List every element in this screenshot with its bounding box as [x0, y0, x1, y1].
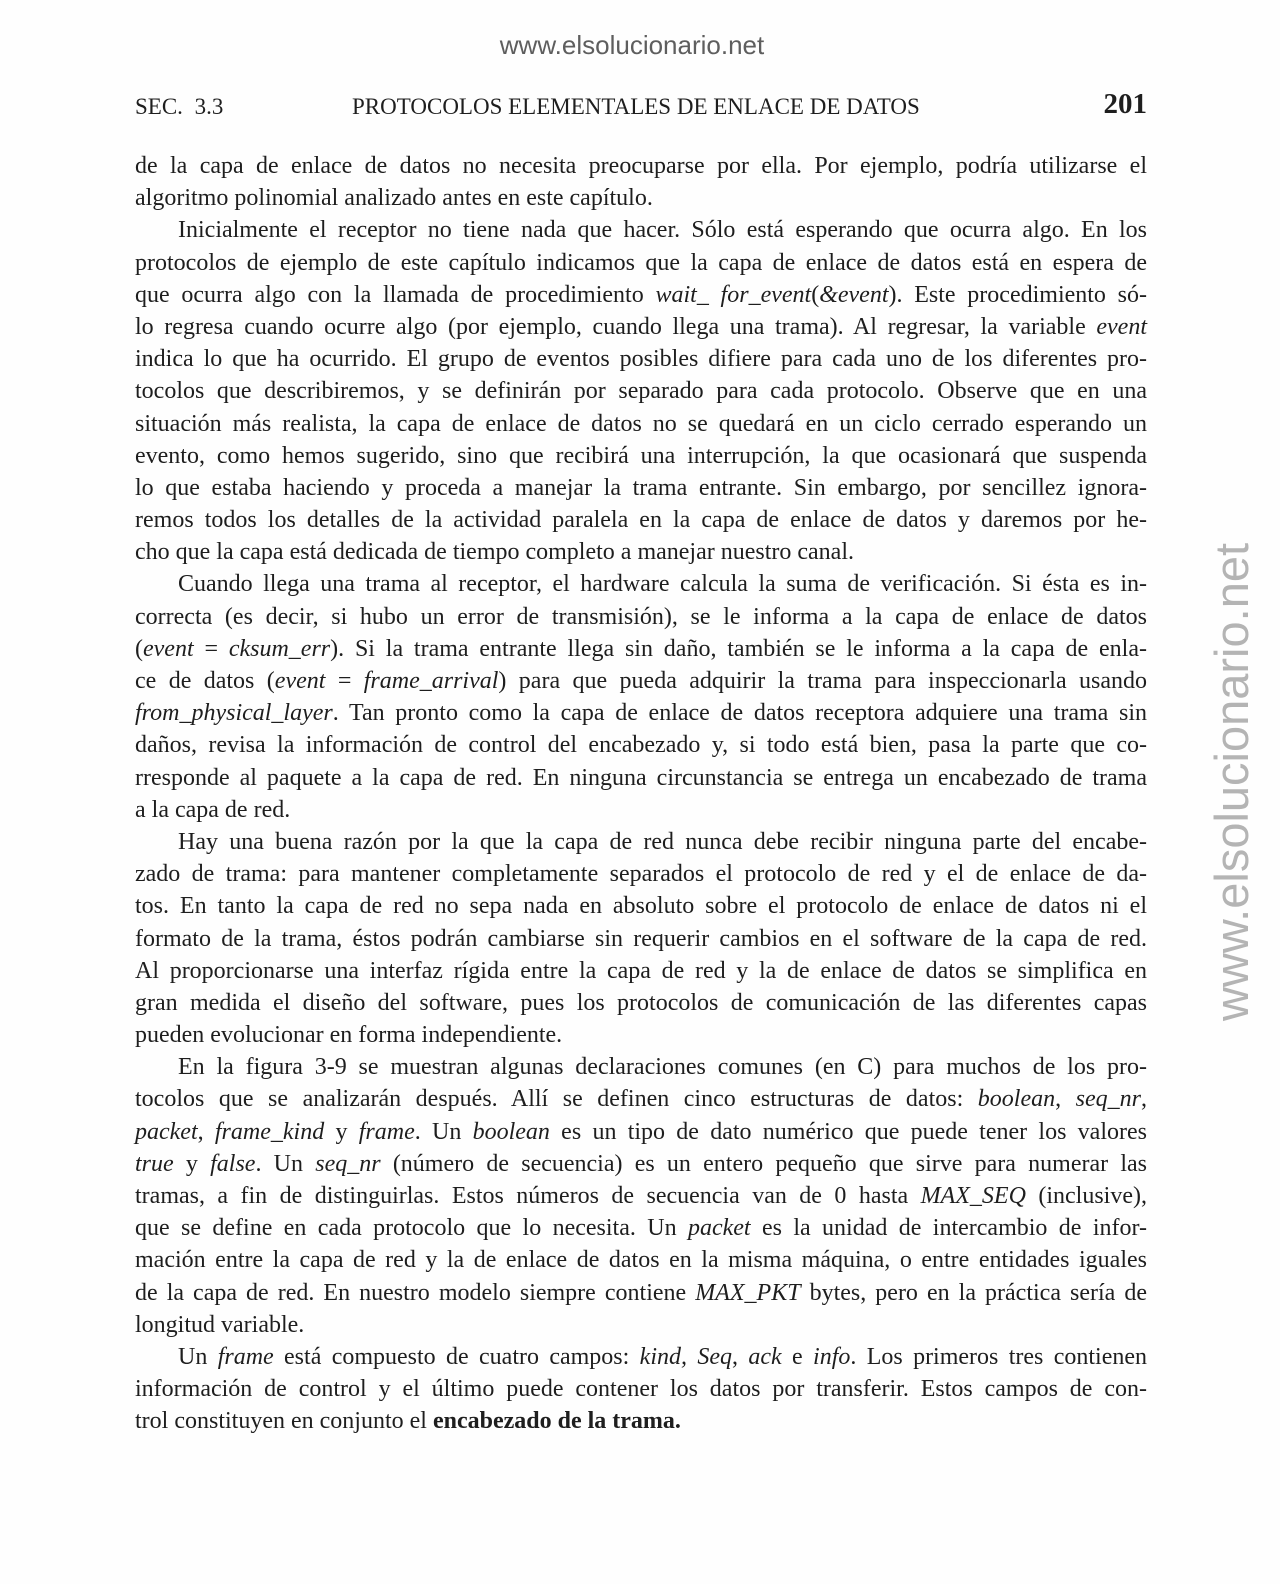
text-run: y: [324, 1118, 359, 1145]
text-line: [135, 1309, 1147, 1341]
text-run: lo regresa cuando ocurre algo (por ejemplo, cuando llega una trama). Al regresar, la variable: [135, 313, 1097, 340]
text-line: [135, 1373, 1147, 1405]
text-run: es un tipo de dato numérico que puede tener los valores: [549, 1118, 1147, 1145]
text-run: cho que la capa está dedicada de tiempo completo a manejar nuestro canal.: [135, 539, 855, 566]
text-run: gran medida el diseño del software, pues los protocolos de comunicación de las diferentes capas: [135, 989, 1147, 1016]
text-line: [135, 1244, 1147, 1276]
text-run: Inicialmente el receptor no tiene nada que hacer. Sólo está esperando que ocurra algo. En los: [178, 217, 1147, 244]
text-run: a la capa de red.: [135, 796, 291, 823]
italic-term: seq_nr: [315, 1150, 381, 1177]
text-run: indica lo que ha ocurrido. El grupo de eventos posibles difiere para cada uno de los diferentes pro-: [135, 346, 1147, 373]
italic-term: false: [210, 1150, 256, 1177]
italic-term: true: [135, 1150, 174, 1177]
text-run: rresponde al paquete a la capa de red. En ninguna circunstancia se entrega un encabezado de trama: [135, 764, 1147, 791]
text-line: [135, 150, 1147, 182]
text-line: [135, 214, 1147, 246]
text-run: tos. En tanto la capa de red no sepa nada en absoluto sobre el protocolo de enlace de datos ni el: [135, 893, 1147, 920]
text-line: [135, 1019, 1147, 1051]
page-number: 201: [1103, 88, 1147, 120]
paragraph: [135, 1341, 1147, 1438]
text-line: [135, 343, 1147, 375]
text-line: [135, 279, 1147, 311]
text-run: =: [325, 668, 364, 694]
text-line: [135, 729, 1147, 761]
text-run: En la figura 3-9 se muestran algunas declaraciones comunes (en C) para muchos de los pro-: [178, 1054, 1147, 1081]
text-run: . Un: [255, 1150, 316, 1177]
text-run: ,: [732, 1343, 749, 1370]
text-run: está compuesto de cuatro campos:: [273, 1343, 640, 1370]
text-line: [135, 504, 1147, 536]
text-run: (número de secuencia) es un entero pequeño que sirve para numerar las: [380, 1150, 1147, 1177]
text-line: [135, 1405, 1147, 1437]
text-run: Hay una buena razón por la que la capa de red nunca debe recibir ninguna parte del encabe-: [178, 828, 1147, 855]
text-line: [135, 858, 1147, 890]
text-line: [135, 1277, 1147, 1309]
text-line: [135, 1341, 1147, 1373]
italic-term: packet: [135, 1118, 198, 1145]
text-line: [135, 1051, 1147, 1083]
text-run: es la unidad de intercambio de infor-: [750, 1215, 1147, 1242]
text-run: tramas, a fin de distinguirlas. Estos números de secuencia van de 0 hasta: [135, 1183, 921, 1209]
paragraph: [135, 214, 1147, 568]
text-line: [135, 375, 1147, 407]
text-run: trol constituyen en conjunto el: [135, 1408, 433, 1435]
watermark-url-top: www.elsolucionario.net: [499, 30, 765, 60]
text-run: ce de datos (: [135, 668, 275, 694]
text-run: y: [173, 1150, 211, 1177]
italic-term: &event: [819, 281, 889, 308]
text-run: información de control y el último puede contener los datos por transferir. Estos campos de con-: [135, 1376, 1147, 1403]
italic-term: event: [1096, 313, 1147, 340]
text-line: [135, 890, 1147, 922]
text-run: protocolos de ejemplo de este capítulo indicamos que la capa de enlace de datos está en espera de: [135, 249, 1147, 276]
text-run: evento, como hemos sugerido, sino que recibirá una interrupción, la que ocasionará que suspenda: [135, 442, 1147, 469]
bold-term: encabezado de la trama.: [432, 1408, 681, 1435]
italic-term: MAX_PKT: [695, 1279, 801, 1306]
text-line: [135, 762, 1147, 794]
italic-term: frame_kind: [214, 1118, 325, 1145]
italic-term: boolean: [472, 1118, 550, 1145]
italic-term: boolean: [977, 1086, 1056, 1113]
section-label: SEC. 3.3: [135, 94, 224, 119]
text-run: remos todos los detalles de la actividad paralela en la capa de enlace de datos y daremos por he-: [135, 507, 1147, 534]
text-run: (: [135, 635, 143, 662]
text-run: longitud variable.: [135, 1311, 305, 1338]
text-line: [135, 568, 1147, 600]
paragraph: [135, 568, 1147, 826]
italic-term: frame_arrival: [363, 668, 499, 694]
text-run: de la capa de red. En nuestro modelo siempre contiene: [135, 1279, 696, 1306]
paragraph: [135, 150, 1147, 214]
text-line: [135, 697, 1147, 729]
italic-term: cksum_err: [228, 635, 331, 662]
text-run: ) para que pueda adquirir la trama para inspeccionarla usando: [498, 668, 1148, 694]
text-run: . Los primeros tres contienen: [850, 1343, 1148, 1370]
text-run: que se define en cada protocolo que lo necesita. Un: [135, 1215, 688, 1242]
text-run: Al proporcionarse una interfaz rígida entre la capa de red y la de enlace de datos se simplifica en: [135, 957, 1147, 984]
text-line: [135, 665, 1147, 697]
italic-term: packet: [687, 1215, 751, 1242]
text-line: [135, 1116, 1147, 1148]
text-run: ). Si la trama entrante llega sin daño, también se le informa a la capa de enla-: [330, 635, 1147, 662]
text-line: [135, 1212, 1147, 1244]
text-run: e: [781, 1343, 814, 1370]
italic-term: frame: [217, 1343, 274, 1370]
text-line: [135, 247, 1147, 279]
watermark-url-side: www.elsolucionario.net: [1205, 542, 1258, 1022]
text-run: ). Este procedimiento só-: [888, 281, 1148, 308]
italic-term: wait_ for_event: [655, 281, 812, 308]
text-run: zado de trama: para mantener completamente separados el protocolo de red y el de enlace de da-: [135, 861, 1147, 888]
text-run: Cuando llega una trama al receptor, el hardware calcula la suma de verificación. Si ésta es in-: [178, 571, 1147, 598]
text-line: [135, 440, 1147, 472]
text-run: . Tan pronto como la capa de enlace de datos receptora adquiere una trama sin: [332, 700, 1147, 727]
text-line: [135, 311, 1147, 343]
text-line: [135, 794, 1147, 826]
text-run: pueden evolucionar en forma independiente.: [135, 1022, 563, 1049]
text-run: Un: [178, 1343, 218, 1370]
italic-term: MAX_SEQ: [920, 1183, 1026, 1209]
italic-term: info: [813, 1343, 851, 1370]
text-line: [135, 472, 1147, 504]
text-line: [135, 601, 1147, 633]
text-run: algoritmo polinomial analizado antes en este capítulo.: [135, 185, 653, 212]
text-run: =: [193, 635, 229, 662]
text-run: de la capa de enlace de datos no necesita preocuparse por ella. Por ejemplo, podría utilizarse el: [135, 153, 1147, 179]
text-line: [135, 633, 1147, 665]
text-line: [135, 1083, 1147, 1115]
italic-term: from_physical_layer: [135, 700, 333, 727]
italic-term: kind, Seq: [639, 1343, 732, 1370]
text-run: daños, revisa la información de control del encabezado y, si todo está bien, pasa la parte que co-: [135, 732, 1147, 759]
italic-term: event: [274, 668, 326, 694]
text-run: correcta (es decir, si hubo un error de transmisión), se le informa a la capa de enlace de datos: [135, 603, 1147, 630]
text-line: [135, 987, 1147, 1019]
text-run: lo que estaba haciendo y proceda a manejar la trama entrante. Sin embargo, por sencillez ignora-: [135, 474, 1147, 501]
paragraph: [135, 826, 1147, 1051]
italic-term: ack: [748, 1343, 782, 1370]
italic-term: seq_nr: [1075, 1086, 1141, 1113]
text-run: tocolos que describiremos, y se definirán por separado para cada protocolo. Observe que en una: [135, 378, 1147, 405]
paragraph: [135, 1051, 1147, 1341]
text-line: [135, 955, 1147, 987]
text-run: (: [811, 281, 820, 308]
chapter-title: PROTOCOLOS ELEMENTALES DE ENLACE DE DATOS: [352, 94, 920, 119]
text-run: que ocurra algo con la llamada de procedimiento: [135, 281, 656, 308]
italic-term: event: [143, 635, 194, 662]
text-run: ,: [1141, 1086, 1147, 1113]
text-run: formato de la trama, éstos podrán cambiarse sin requerir cambios en el software de la capa de red.: [135, 925, 1147, 952]
text-line: [135, 1180, 1147, 1212]
text-line: [135, 923, 1147, 955]
text-run: bytes, pero en la práctica sería de: [800, 1279, 1148, 1306]
text-run: . Un: [414, 1118, 473, 1145]
text-line: [135, 536, 1147, 568]
text-run: mación entre la capa de red y la de enlace de datos en la misma máquina, o entre entidades iguales: [135, 1247, 1147, 1274]
text-line: [135, 826, 1147, 858]
text-run: tocolos que se analizarán después. Allí se definen cinco estructuras de datos:: [135, 1086, 978, 1113]
italic-term: frame: [358, 1118, 415, 1145]
text-line: [135, 1148, 1147, 1180]
body-text: [135, 150, 1147, 1438]
text-line: [135, 182, 1147, 214]
text-run: ,: [1055, 1086, 1076, 1113]
text-run: situación más realista, la capa de enlace de datos no se quedará en un ciclo cerrado esperando un: [135, 410, 1147, 437]
text-line: [135, 408, 1147, 440]
text-run: ,: [197, 1118, 215, 1145]
text-run: (inclusive),: [1025, 1183, 1147, 1209]
